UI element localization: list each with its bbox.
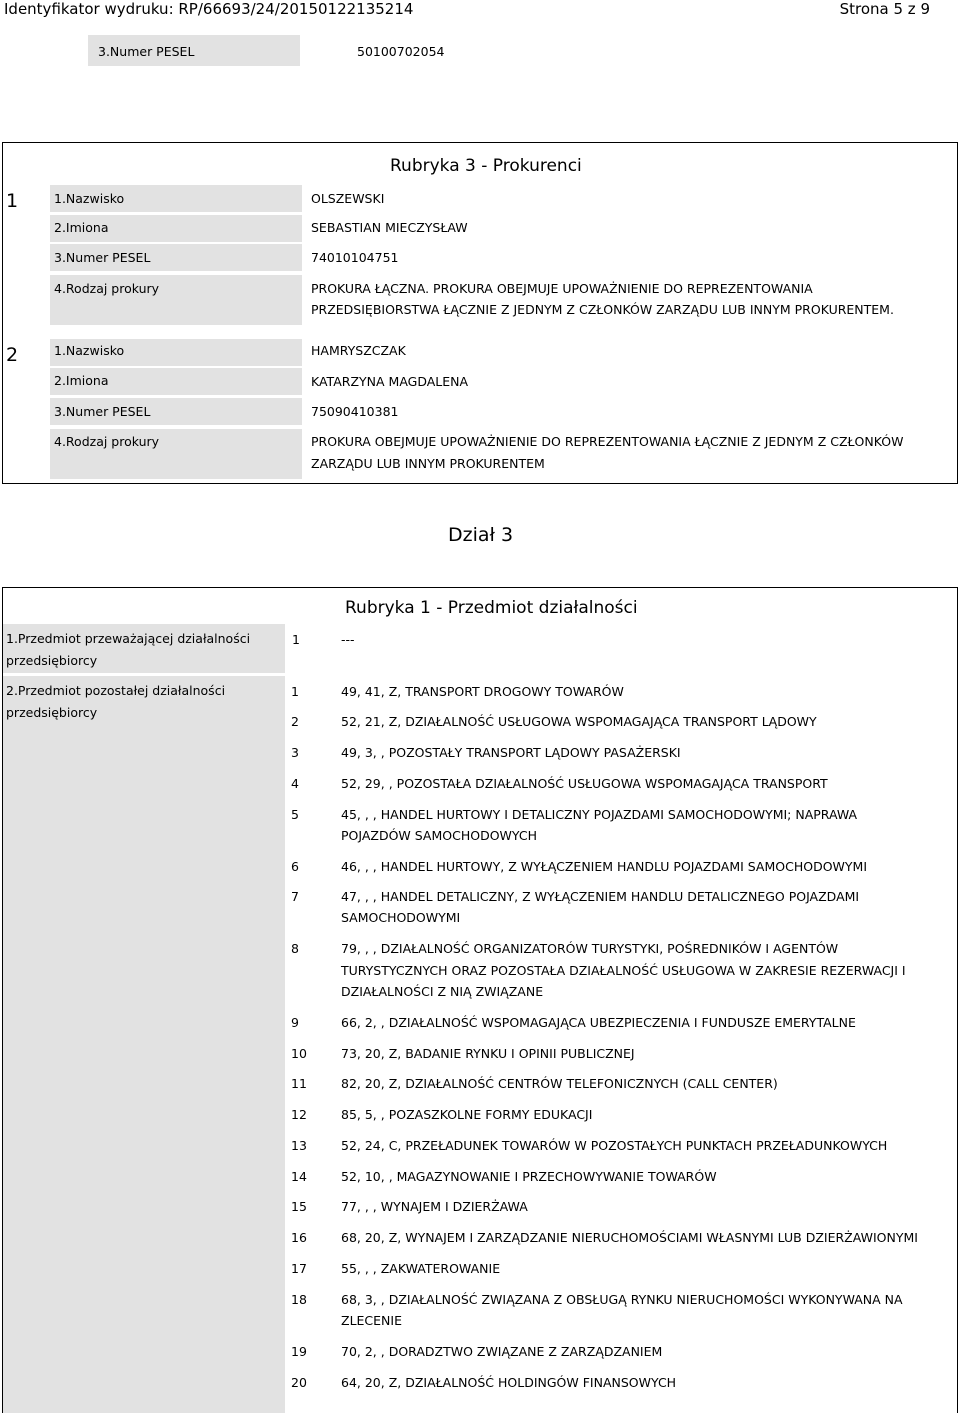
item-text: ZLECENIE [341, 1313, 402, 1328]
item-text: 49, 41, Z, TRANSPORT DROGOWY TOWARÓW [341, 684, 624, 699]
item-number: 18 [291, 1292, 307, 1307]
item-text: 52, 10, , MAGAZYNOWANIE I PRZECHOWYWANIE TOWARÓW [341, 1169, 717, 1184]
item-number: 12 [291, 1107, 307, 1122]
pesel-value: 75090410381 [311, 404, 399, 419]
surname-value: HAMRYSZCZAK [311, 343, 406, 358]
other-activities-label: 2.Przedmiot pozostałej działalności [6, 683, 226, 698]
surname-value: OLSZEWSKI [311, 191, 385, 206]
item-text: 68, 20, Z, WYNAJEM I ZARZĄDZANIE NIERUCHOMOŚCIAMI WŁASNYMI LUB DZIERŻAWIONYMI [341, 1230, 918, 1245]
rubryka3-title: Rubryka 3 - Prokurenci [390, 156, 582, 176]
surname-label: 1.Nazwisko [54, 191, 125, 206]
item-text: TURYSTYCZNYCH ORAZ POZOSTAŁA DZIAŁALNOŚĆ USŁUGOWA W ZAKRESIE REZERWACJI I [341, 963, 906, 978]
item-number: 5 [291, 807, 299, 822]
names-value: SEBASTIAN MIECZYSŁAW [311, 220, 468, 235]
item-text: 47, , , HANDEL DETALICZNY, Z WYŁĄCZENIEM HANDLU DETALICZNEGO POJAZDAMI [341, 889, 860, 904]
surname-label: 1.Nazwisko [54, 343, 125, 358]
item-text: 64, 20, Z, DZIAŁALNOŚĆ HOLDINGÓW FINANSOWYCH [341, 1375, 677, 1390]
proxy-type-line: PROKURA OBEJMUJE UPOWAŻNIENIE DO REPREZENTOWANIA ŁĄCZNIE Z JEDNYM Z CZŁONKÓW [311, 434, 904, 449]
item-number: 14 [291, 1169, 307, 1184]
item-text: SAMOCHODOWYMI [341, 910, 461, 925]
other-activities-label: przedsiębiorcy [6, 705, 98, 720]
item-number: 16 [291, 1230, 307, 1245]
entry-number: 2 [6, 344, 19, 366]
item-text: 52, 21, Z, DZIAŁALNOŚĆ USŁUGOWA WSPOMAGAJĄCA TRANSPORT LĄDOWY [341, 714, 817, 729]
item-number: 17 [291, 1261, 307, 1276]
item-number: 20 [291, 1375, 307, 1390]
item-number: 4 [291, 776, 299, 791]
item-text: 85, 5, , POZASZKOLNE FORMY EDUKACJI [341, 1107, 593, 1122]
pesel-label: 3.Numer PESEL [54, 250, 151, 265]
names-label: 2.Imiona [54, 220, 109, 235]
page-number: Strona 5 z 9 [839, 0, 930, 18]
top-pesel-label: 3.Numer PESEL [98, 44, 195, 59]
names-label: 2.Imiona [54, 373, 109, 388]
item-number: 15 [291, 1199, 307, 1214]
item-number: 3 [291, 745, 299, 760]
proxy-type-label: 4.Rodzaj prokury [54, 434, 160, 449]
item-number: 9 [291, 1015, 299, 1030]
item-number: 2 [291, 714, 299, 729]
item-text: 49, 3, , POZOSTAŁY TRANSPORT LĄDOWY PASAŻERSKI [341, 745, 681, 760]
item-number: 8 [291, 941, 299, 956]
item-text: 52, 24, C, PRZEŁADUNEK TOWARÓW W POZOSTAŁYCH PUNKTACH PRZEŁADUNKOWYCH [341, 1138, 888, 1153]
pesel-value: 74010104751 [311, 250, 399, 265]
proxy-type-line: PROKURA ŁĄCZNA. PROKURA OBEJMUJE UPOWAŻNIENIE DO REPREZENTOWANIA [311, 281, 813, 296]
item-number: 13 [291, 1138, 307, 1153]
print-identifier: Identyfikator wydruku: RP/66693/24/20150122135214 [4, 0, 414, 18]
entry-number: 1 [6, 190, 19, 212]
item-text: 55, , , ZAKWATEROWANIE [341, 1261, 501, 1276]
item-number: 1 [291, 684, 299, 699]
section-title: Dział 3 [448, 524, 514, 546]
item-number: 11 [291, 1076, 307, 1091]
proxy-type-line: ZARZĄDU LUB INNYM PROKURENTEM [311, 456, 545, 471]
item-text: 82, 20, Z, DZIAŁALNOŚĆ CENTRÓW TELEFONICZNYCH (CALL CENTER) [341, 1076, 778, 1091]
item-number: 10 [291, 1046, 307, 1061]
item-number: 7 [291, 889, 299, 904]
item-text: 66, 2, , DZIAŁALNOŚĆ WSPOMAGAJĄCA UBEZPIECZENIA I FUNDUSZE EMERYTALNE [341, 1015, 856, 1030]
main-activity-value: --- [341, 632, 355, 647]
item-text: 52, 29, , POZOSTAŁA DZIAŁALNOŚĆ USŁUGOWA WSPOMAGAJĄCA TRANSPORT [341, 776, 828, 791]
item-text: 77, , , WYNAJEM I DZIERŻAWA [341, 1199, 528, 1214]
item-text: 73, 20, Z, BADANIE RYNKU I OPINII PUBLICZNEJ [341, 1046, 635, 1061]
main-activity-label: 1.Przedmiot przeważającej działalności [6, 631, 251, 646]
main-activity-number: 1 [292, 632, 300, 647]
item-text: 68, 3, , DZIAŁALNOŚĆ ZWIĄZANA Z OBSŁUGĄ RYNKU NIERUCHOMOŚCI WYKONYWANA NA [341, 1292, 903, 1307]
proxy-type-label: 4.Rodzaj prokury [54, 281, 160, 296]
item-text: 79, , , DZIAŁALNOŚĆ ORGANIZATORÓW TURYSTYKI, POŚREDNIKÓW I AGENTÓW [341, 941, 839, 956]
item-text: 70, 2, , DORADZTWO ZWIĄZANE Z ZARZĄDZANIEM [341, 1344, 663, 1359]
item-number: 19 [291, 1344, 307, 1359]
names-value: KATARZYNA MAGDALENA [311, 374, 469, 389]
item-text: 45, , , HANDEL HURTOWY I DETALICZNY POJAZDAMI SAMOCHODOWYMI; NAPRAWA [341, 807, 858, 822]
item-text: POJAZDÓW SAMOCHODOWYCH [341, 828, 537, 843]
other-activities-label-cell [3, 676, 285, 1413]
item-number: 6 [291, 859, 299, 874]
rubryka1-title: Rubryka 1 - Przedmiot działalności [345, 598, 638, 618]
item-text: 46, , , HANDEL HURTOWY, Z WYŁĄCZENIEM HANDLU POJAZDAMI SAMOCHODOWYMI [341, 859, 868, 874]
proxy-type-line: PRZEDSIĘBIORSTWA ŁĄCZNIE Z JEDNYM Z CZŁONKÓW ZARZĄDU LUB INNYM PROKURENTEM. [311, 302, 894, 317]
pesel-label: 3.Numer PESEL [54, 404, 151, 419]
top-pesel-value: 50100702054 [357, 44, 445, 59]
item-text: DZIAŁALNOŚCI Z NIĄ ZWIĄZANE [341, 984, 544, 999]
main-activity-label: przedsiębiorcy [6, 653, 98, 668]
